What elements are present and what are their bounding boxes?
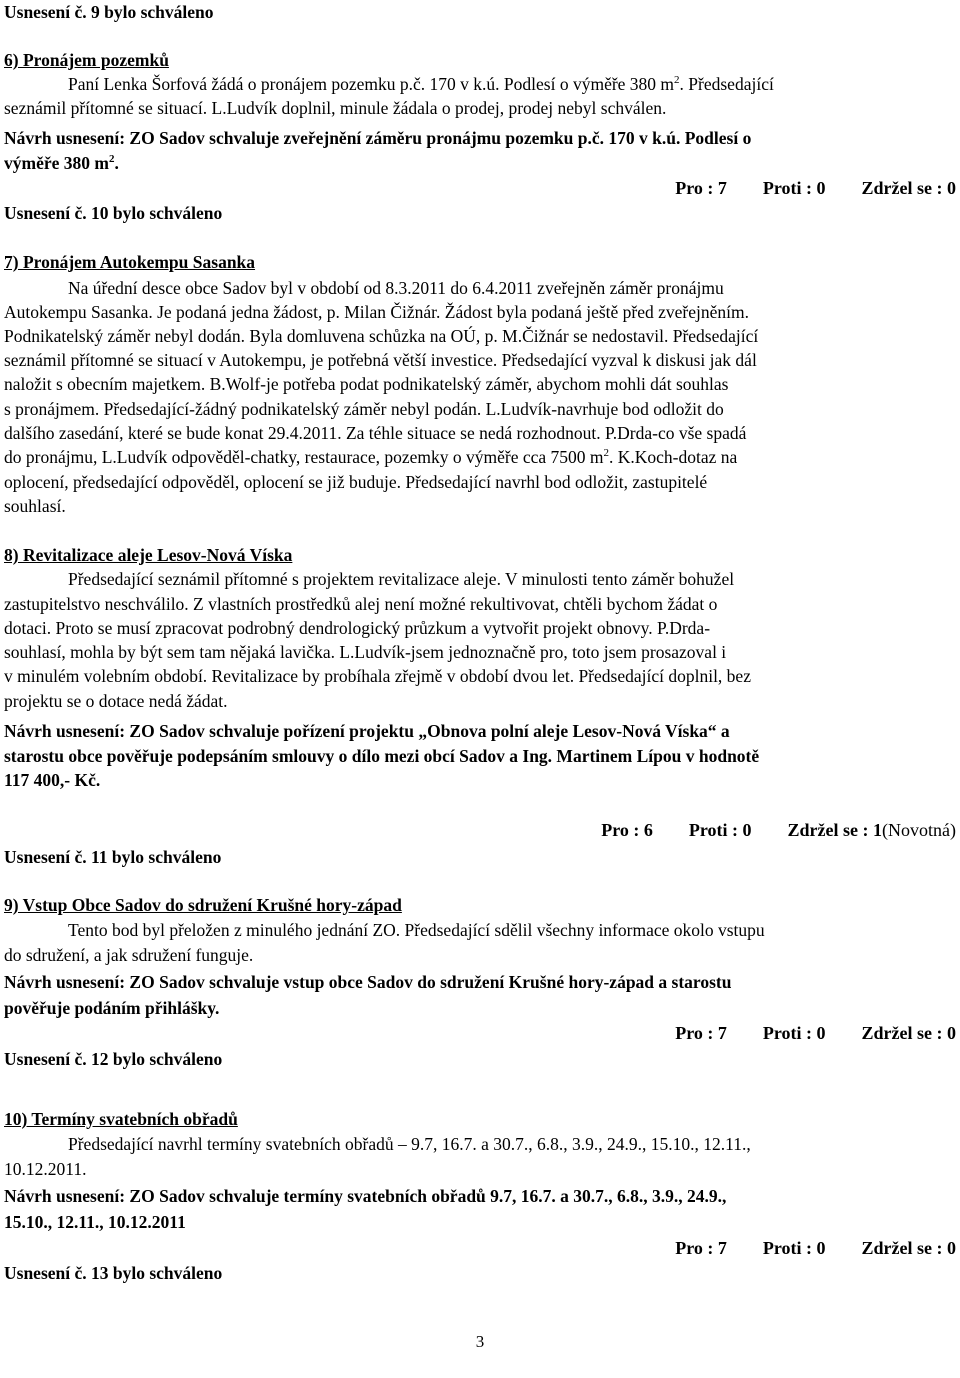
vote-proti: Proti : 0 (688, 820, 752, 840)
page-number: 3 (475, 1332, 485, 1351)
section-8-text-line: zastupitelstvo neschválilo. Z vlastních prostředků alej není možné rekultivovat, chtěli bychom žádat o (4, 594, 718, 614)
section-10-proposal: Návrh usnesení: ZO Sadov schvaluje termíny svatebních obřadů 9.7, 16.7. a 30.7., 6.8., 3.9., 24.9., (4, 1186, 727, 1206)
section-7-text-line: dalšího zasedání, které se bude konat 29.4.2011. Za téhle situace se nedá rozhodnout. P.Drda-co vše spadá (4, 423, 747, 443)
section-8-text-line: souhlasí, mohla by být sem tam nějaká lavička. L.Ludvík-jsem jednoznačně pro, toto jsem prosazoval i (4, 642, 727, 662)
vote-proti: Proti : 0 (762, 1238, 826, 1258)
vote-zdrzel: Zdržel se : 0 (861, 1238, 956, 1258)
section-8-text-line: v minulém volebním období. Revitalizace by probíhala zřejmě v období dvou let. Předsedající doplnil, bez (4, 666, 751, 686)
section-7-text-line: naložit s obecním majetkem. B.Wolf-je potřeba podat podnikatelský záměr, abychom mohli dát souhlas (4, 374, 729, 394)
vote-zdrzel: Zdržel se : 0 (861, 178, 956, 198)
section-8-proposal: starostu obce pověřuje podepsáním smlouvy o dílo mezi obcí Sadov a Ing. Martinem Lípou v hodnotě (4, 746, 760, 766)
vote-result (675, 1236, 956, 1261)
section-6-proposal: Návrh usnesení: ZO Sadov schvaluje zveřejnění záměru pronájmu pozemku p.č. 170 v k.ú. Podlesí o (4, 128, 752, 148)
vote-proti: Proti : 0 (762, 178, 826, 198)
vote-result (675, 176, 956, 201)
section-8-proposal: Návrh usnesení: ZO Sadov schvaluje pořízení projektu „Obnova polní aleje Lesov-Nová Víska“ a (4, 721, 730, 741)
section-9-text-line: Tento bod byl přeložen z minulého jednání ZO. Předsedající sdělil všechny informace okolo vstupu (68, 920, 765, 940)
section-7-text-line: Autokempu Sasanka. Je podaná jedna žádost, p. Milan Čižnár. Žádost byla podaná ještě před zveřejněním. (4, 302, 749, 322)
section-10-text-line: Předsedající navrhl termíny svatebních obřadů – 9.7, 16.7. a 30.7., 6.8., 3.9., 24.9., 15.10., 12.11., (68, 1134, 751, 1154)
section-9-text-line: do sdružení, a jak sdružení funguje. (4, 945, 254, 965)
section-9-heading: 9) Vstup Obce Sadov do sdružení Krušné hory-západ (4, 895, 402, 915)
section-7-heading: 7) Pronájem Autokempu Sasanka (4, 252, 256, 272)
section-8-text-line: Předsedající seznámil přítomné s projektem revitalizace aleje. V minulosti tento záměr bohužel (68, 569, 735, 589)
section-8-proposal: 117 400,- Kč. (4, 770, 101, 790)
section-6-text-line: Paní Lenka Šorfová žádá o pronájem pozemku p.č. 170 v k.ú. Podlesí o výměře 380 $m^2$. Předsedající (68, 74, 774, 94)
resolution-11: Usnesení č. 11 bylo schváleno (4, 847, 222, 867)
vote-pro: Pro : 7 (675, 1023, 727, 1043)
section-7-text-line: Na úřední desce obce Sadov byl v období od 8.3.2011 do 6.4.2011 zveřejněn záměr pronájmu (68, 278, 724, 298)
section-10-proposal: 15.10., 12.11., 10.12.2011 (4, 1212, 186, 1232)
section-8-heading: 8) Revitalizace aleje Lesov-Nová Víska (4, 545, 293, 565)
vote-note: (Novotná) (882, 820, 956, 840)
section-10-text-line: 10.12.2011. (4, 1159, 87, 1179)
section-7-text-line: seznámil přítomné se situací v Autokempu, je potřebná větší investice. Předsedající vyzval k diskusi jak dál (4, 350, 757, 370)
section-7-text-line: do pronájmu, L.Ludvík odpověděl-chatky, restaurace, pozemky o výměře cca 7500 $m^2$. K.Koch-dotaz na (4, 447, 738, 467)
section-9-proposal: Návrh usnesení: ZO Sadov schvaluje vstup obce Sadov do sdružení Krušné hory-západ a starostu (4, 972, 732, 992)
resolution-10: Usnesení č. 10 bylo schváleno (4, 203, 223, 223)
section-6-heading: 6) Pronájem pozemků (4, 50, 169, 70)
section-7-text-line: souhlasí. (4, 496, 66, 516)
vote-zdrzel: Zdržel se : 1 (787, 820, 883, 840)
section-6-proposal: výměře 380 $m^2$. (4, 153, 119, 173)
section-8-text-line: projektu se o dotace nedá žádat. (4, 691, 228, 711)
vote-pro: Pro : 6 (601, 820, 653, 840)
vote-pro: Pro : 7 (675, 1238, 727, 1258)
resolution-9: Usnesení č. 9 bylo schváleno (4, 2, 214, 22)
section-7-text-line: s pronájmem. Předsedající-žádný podnikatelský záměr nebyl podán. L.Ludvík-navrhuje bod odložit do (4, 399, 724, 419)
section-10-heading: 10) Termíny svatebních obřadů (4, 1109, 238, 1129)
vote-pro: Pro : 7 (675, 178, 727, 198)
vote-zdrzel: Zdržel se : 0 (861, 1023, 956, 1043)
section-7-text-line: Podnikatelský záměr nebyl dodán. Byla domluvena schůzka na OÚ, p. M.Čižnár se nedostavil. Předsedající (4, 326, 759, 346)
resolution-13: Usnesení č. 13 bylo schváleno (4, 1263, 223, 1283)
section-6-text-line: seznámil přítomné se situací. L.Ludvík doplnil, minule žádala o prodej, prodej nebyl schválen. (4, 98, 667, 118)
vote-result (675, 1021, 956, 1046)
resolution-12: Usnesení č. 12 bylo schváleno (4, 1049, 223, 1069)
section-8-text-line: dotaci. Proto se musí zpracovat podrobný dendrologický průzkum a vytvořit projekt obnovy. P.Drda- (4, 618, 711, 638)
section-7-text-line: oplocení, předsedající odpověděl, oplocení se již buduje. Předsedající navrhl bod odložit, zastupitelé (4, 472, 708, 492)
section-9-proposal: pověřuje podáním přihlášky. (4, 998, 220, 1018)
vote-proti: Proti : 0 (762, 1023, 826, 1043)
vote-result (601, 818, 956, 843)
